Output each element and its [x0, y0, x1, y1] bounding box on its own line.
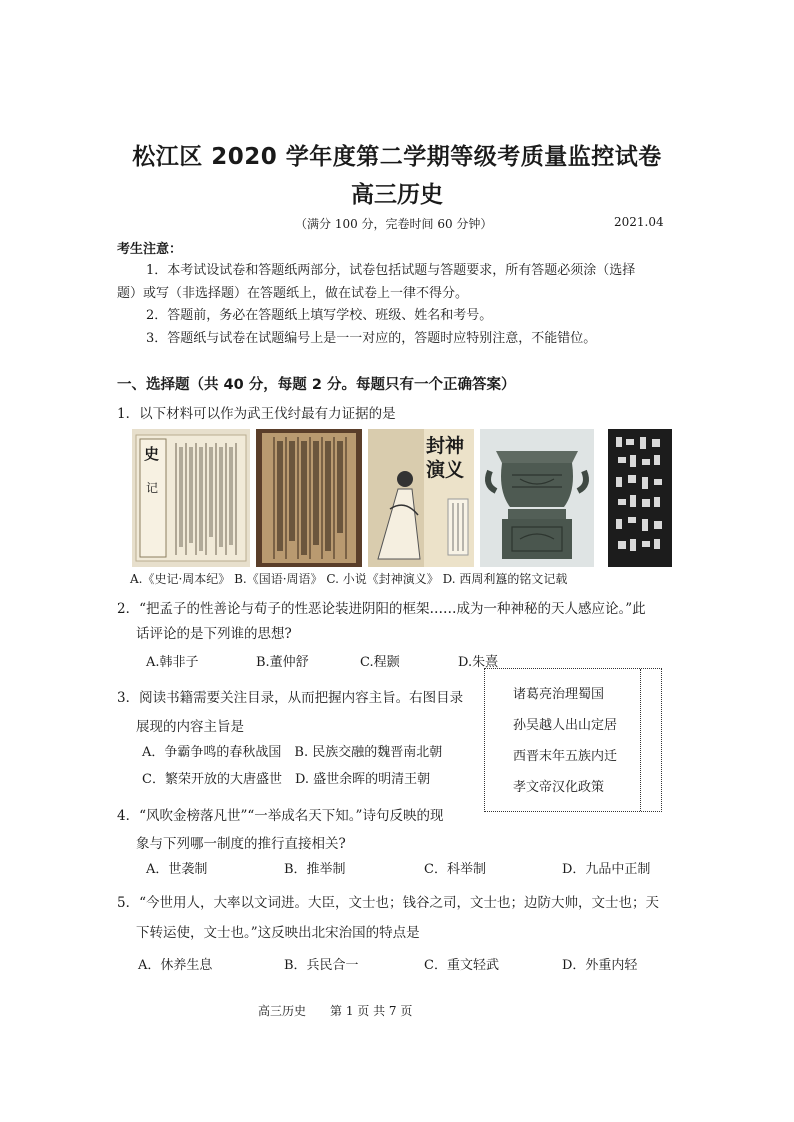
shiji-char-2: 记: [146, 481, 159, 495]
question-3-options-line-2: C．繁荣开放的大唐盛世 D. 盛世余晖的明清王朝: [142, 772, 431, 787]
question-4-stem-line-1: 4．“风吹金榜落凡世”“一举成名天下知。”诗句反映的现: [117, 808, 444, 824]
shiji-char-1: 史: [144, 445, 160, 463]
question-4-option-b: B．推举制: [284, 862, 346, 877]
fengshen-title-1: 封神: [426, 435, 465, 457]
notice-item-1: 1．本考试设试卷和答题纸两部分，试卷包括试题与答题要求，所有答题必须涂（选择: [146, 263, 636, 278]
question-5-option-d: D．外重内轻: [562, 958, 638, 973]
toc-item: 孙吴越人出山定居: [513, 718, 618, 733]
question-1-stem: 1．以下材料可以作为武王伐纣最有力证据的是: [117, 406, 396, 422]
exam-meta: （满分 100 分，完卷时间 60 分钟）: [295, 217, 493, 231]
guoyu-book-image: [256, 429, 362, 567]
ligui-vessel-image: [480, 429, 594, 567]
notice-item-3: 3．答题纸与试卷在试题编号上是一一对应的，答题时应特别注意，不能错位。: [146, 331, 597, 346]
exam-date: 2021.04: [614, 215, 664, 229]
question-2-option-a: A.韩非子: [146, 655, 199, 670]
fengshen-cover-image: [368, 429, 474, 567]
question-2-option-b: B.董仲舒: [256, 655, 309, 670]
toc-item: 诸葛亮治理蜀国: [513, 687, 605, 702]
question-4-option-d: D．九品中正制: [562, 862, 651, 877]
notice-heading: 考生注意：: [117, 242, 183, 257]
question-3-table-of-contents: [484, 668, 662, 812]
toc-item: 西晋末年五族内迁: [513, 749, 618, 764]
inscription-rubbing-image: [608, 429, 672, 567]
notice-item-2: 2．答题前，务必在答题纸上填写学校、班级、姓名和考号。: [146, 308, 493, 323]
question-2-option-d: D.朱熹: [458, 655, 499, 670]
question-4-stem-line-2: 象与下列哪一制度的推行直接相关?: [136, 836, 346, 852]
shiji-book-image: [132, 429, 250, 567]
question-3-stem-line-1: 3．阅读书籍需要关注目录，从而把握内容主旨。右图目录: [117, 690, 464, 706]
question-3-options-line-1: A．争霸争鸣的春秋战国 B. 民族交融的魏晋南北朝: [142, 745, 443, 760]
question-5-stem-line-1: 5．“今世用人，大率以文词进。大臣，文士也；钱谷之司，文士也；边防大帅，文士也；天: [117, 895, 659, 911]
toc-divider: [640, 669, 641, 811]
question-1-captions: A.《史记·周本纪》 B.《国语·周语》 C. 小说《封神演义》 D. 西周利簋的铭文记载: [130, 572, 568, 586]
question-5-stem-line-2: 下转运使，文士也。”这反映出北宋治国的特点是: [136, 925, 420, 941]
question-4-option-a: A．世袭制: [146, 862, 208, 877]
question-3-stem-line-2: 展现的内容主旨是: [136, 719, 244, 735]
toc-item: 孝文帝汉化政策: [513, 780, 605, 795]
question-2-stem-line-2: 话评论的是下列谁的思想?: [136, 626, 292, 642]
question-4-option-c: C．科举制: [424, 862, 486, 877]
section-heading: 一、选择题（共 40 分，每题 2 分。每题只有一个正确答案）: [117, 377, 516, 393]
notice-item-1-cont: 题）或写（非选择题）在答题纸上，做在试卷上一律不得分。: [117, 286, 469, 301]
question-5-option-c: C．重文轻武: [424, 958, 499, 973]
fengshen-title-2: 演义: [426, 459, 465, 481]
question-1-images: [132, 429, 672, 567]
exam-title: 松江区 2020 学年度第二学期等级考质量监控试卷: [132, 144, 662, 170]
page-footer: 高三历史 第 1 页 共 7 页: [258, 1004, 413, 1018]
exam-subject: 高三历史: [351, 182, 443, 208]
question-2-option-c: C.程颢: [360, 655, 400, 670]
question-2-stem-line-1: 2．“把孟子的性善论与荀子的性恶论装进阴阳的框架……成为一种神秘的天人感应论。”此: [117, 601, 646, 617]
question-5-option-b: B．兵民合一: [284, 958, 359, 973]
question-5-option-a: A．休养生息: [138, 958, 213, 973]
